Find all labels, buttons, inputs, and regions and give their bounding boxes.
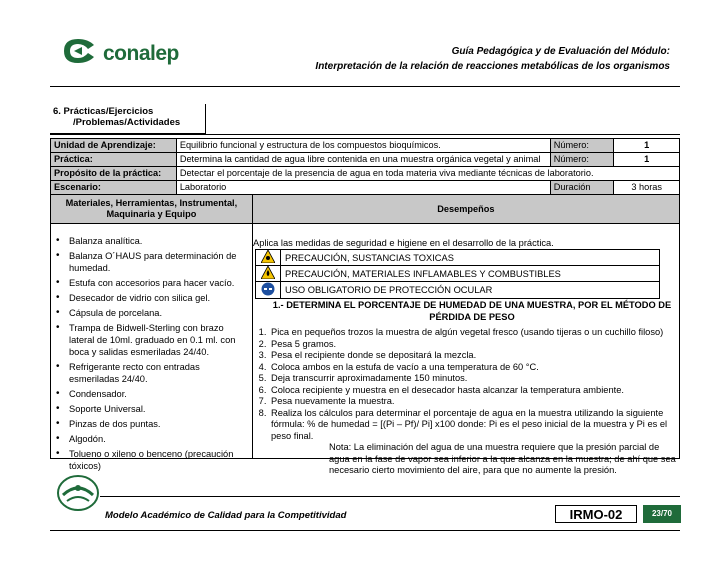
procedure [253,300,681,477]
header-divider [50,86,680,87]
safety-warnings [255,249,660,299]
procedure-note: Nota: La eliminación del agua de una muestra requiere que la presión parcial de agua en la fase de vapor sea inferior a la que alcanza en la muestra; de ahí que sea necesario cierto movimiento del aire, para que no aumente la presión. [329,442,676,475]
list-item: • Refrigerante recto con entradas esmeriladas 24/40. [52,361,246,385]
duracion-value: 3 horas [614,181,680,195]
table-row [51,181,680,195]
unidad-label: Unidad de Aprendizaje: [51,139,177,153]
practica-numero: 1 [614,153,680,167]
flammable-hazard-icon [256,266,281,282]
practica-label: Práctica: [51,153,177,167]
bottom-divider [50,530,680,531]
module-title: Interpretación de la relación de reacciones metabólicas de los organismos [315,61,670,72]
list-item: • Tolueno o xileno o benceno (precaución tóxicos) [52,448,246,472]
brand-name: conalep [103,42,179,65]
escenario-label: Escenario: [51,181,177,195]
toxic-hazard-icon [256,250,281,266]
warning-row [256,282,660,299]
numero-label: Número: [550,139,614,153]
list-item: 5. Deja transcurrir aproximadamente 150 minutos. [269,373,681,385]
list-item: • Pinzas de dos puntas. [52,418,246,430]
list-item: • Balanza analítica. [52,235,246,247]
procedure-steps [253,327,681,442]
materials-list [52,235,246,475]
warning-text: PRECAUCIÓN, MATERIALES INFLAMABLES Y COMBUSTIBLES [281,266,660,282]
list-item: 6. Coloca recipiente y muestra en el desecador hasta alcanzar la temperatura ambiente. [269,385,681,397]
list-item: • Soporte Universal. [52,403,246,415]
section-line-2: /Problemas/Actividades [73,117,181,128]
eye-protection-icon [256,282,281,299]
list-item: • Estufa con accesorios para hacer vacío. [52,277,246,289]
escenario-value: Laboratorio [176,181,550,195]
list-item: 3. Pesa el recipiente donde se depositará la mezcla. [269,350,681,362]
list-item: 1. Pica en pequeños trozos la muestra de algún vegetal fresco (usando tijeras o un cuchillo filoso) [269,327,681,339]
list-item: 4. Coloca ambos en la estufa de vacío a una temperatura de 60 °C. [269,362,681,374]
proposito-label: Propósito de la práctica: [51,167,177,181]
unidad-value: Equilibrio funcional y estructura de los compuestos bioquímicos. [176,139,550,153]
proposito-value: Detectar el porcentaje de la presencia de agua en toda materia viva mediante técnicas de laboratorio. [176,167,679,181]
numero-label: Número: [550,153,614,167]
section-divider [50,134,680,135]
list-item: 2. Pesa 5 gramos. [269,339,681,351]
model-text: Modelo Académico de Calidad para la Competitividad [105,510,347,521]
duracion-label: Duración [550,181,614,195]
table-header-row [51,195,680,224]
table-row [51,139,680,153]
page-number: 23/70 [643,505,681,523]
document-code: IRMO-02 [555,505,637,523]
warning-row [256,250,660,266]
practica-value: Determina la cantidad de agua libre contenida en una muestra orgánica vegetal y animal [176,153,550,167]
warning-text: PRECAUCIÓN, SUSTANCIAS TOXICAS [281,250,660,266]
list-item: • Algodón. [52,433,246,445]
footer-divider [100,496,680,497]
warning-text: USO OBLIGATORIO DE PROTECCIÓN OCULAR [281,282,660,299]
list-item: • Trampa de Bidwell-Sterling con brazo lateral de 10ml. graduado en 0.1 ml. con boca y salidas esmeriladas 24/40. [52,322,246,358]
list-item: • Desecador de vidrio con silica gel. [52,292,246,304]
list-item: • Cápsula de porcelana. [52,307,246,319]
table-row [51,153,680,167]
materiales-header: Materiales, Herramientas, Instrumental, Maquinaria y Equipo [51,195,253,224]
list-item: • Balanza O´HAUS para determinación de humedad. [52,250,246,274]
section-label [50,104,206,134]
list-item: 7. Pesa nuevamente la muestra. [269,396,681,408]
conalep-logo-icon [60,35,100,67]
desempenos-header: Desempeños [252,195,679,224]
unidad-numero: 1 [614,139,680,153]
warning-row [256,266,660,282]
safety-intro: Aplica las medidas de seguridad e higiene en el desarrollo de la práctica. [253,238,554,248]
section-line-1: 6. Prácticas/Ejercicios [53,106,154,117]
list-item: 8. Realiza los cálculos para determinar el porcentaje de agua en la muestra utilizando la siguiente fórmula: % de humedad = [(Pi – Pf)/ Pi] x100 donde: Pi es el peso inicial de la muestra y Pi es el peso final. [269,408,681,443]
guide-title: Guía Pedagógica y de Evaluación del Módulo: [451,46,670,57]
table-row [51,167,680,181]
procedure-title: 1.- DETERMINA EL PORCENTAJE DE HUMEDAD DE UNA MUESTRA, POR EL MÉTODO DE PÉRDIDA DE PESO [272,300,672,322]
list-item: • Condensador. [52,388,246,400]
school-seal-icon [55,473,101,513]
